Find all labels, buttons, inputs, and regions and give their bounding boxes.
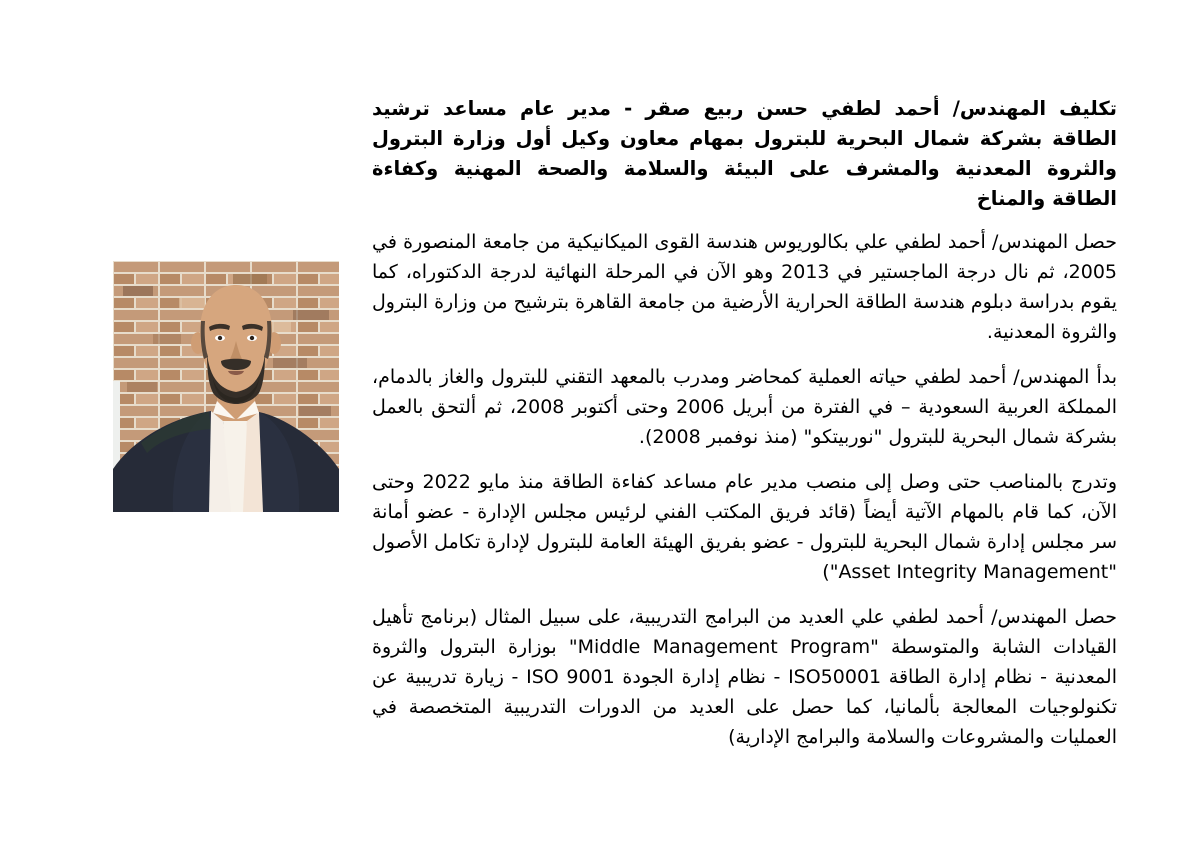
- portrait-photo: [113, 261, 339, 512]
- portrait-illustration: [113, 261, 339, 512]
- title-paragraph: تكليف المهندس/ أحمد لطفي حسن ربيع صقر - مدير عام مساعد ترشيد الطاقة بشركة شمال البحرية للبترول بمهام معاون وكيل أول وزارة البترول والثروة المعدنية والمشرف على البيئة والسلامة والصحة المهنية وكفاءة الطاقة والمناخ: [372, 97, 1117, 210]
- positions-paragraph: وتدرج بالمناصب حتى وصل إلى منصب مدير عام مساعد كفاءة الطاقة منذ مايو 2022 وحتى الآن، كما قام بالمهام الآتية أيضاً (قائد فريق المكتب الفني لرئيس مجلس الإدارة - عضو أمانة سر مجلس إدارة شمال البحرية للبترول - عضو بفريق الهيئة العامة للبترول لإدارة تكامل الأصول "Asset Integrity Management"): [372, 471, 1117, 583]
- career-start-paragraph: بدأ المهندس/ أحمد لطفي حياته العملية كمحاضر ومدرب بالمعهد التقني للبترول والغاز بالدمام، المملكة العربية السعودية – في الفترة من أبريل 2006 وحتى أكتوبر 2008، ثم ألتحق بالعمل بشركة شمال البحرية للبترول "نوربيتكو" (منذ نوفمبر 2008).: [372, 366, 1117, 448]
- training-paragraph: حصل المهندس/ أحمد لطفي علي العديد من البرامج التدريبية، على سبيل المثال (برنامج تأهيل القيادات الشابة والمتوسطة "Middle Management Program" بوزارة البترول والثروة المعدنية - نظام إدارة الطاقة ISO50001 - نظام إدارة الجودة ISO 9001 - زيارة تدريبية عن تكنولوجيات المعالجة بألمانيا، كما حصل على العديد من الدورات التدريبية المتخصصة في العمليات والمشروعات والسلامة والبرامج الإدارية): [372, 606, 1117, 748]
- biography-text: [372, 94, 1117, 767]
- education-paragraph: حصل المهندس/ أحمد لطفي علي بكالوريوس هندسة القوى الميكانيكية من جامعة المنصورة في 2005، ثم نال درجة الماجستير في 2013 وهو الآن في المرحلة النهائية لدرجة الدكتوراه، كما يقوم بدراسة دبلوم هندسة الطاقة الحرارية الأرضية من جامعة القاهرة بترشيح من وزارة البترول والثروة المعدنية.: [372, 231, 1117, 343]
